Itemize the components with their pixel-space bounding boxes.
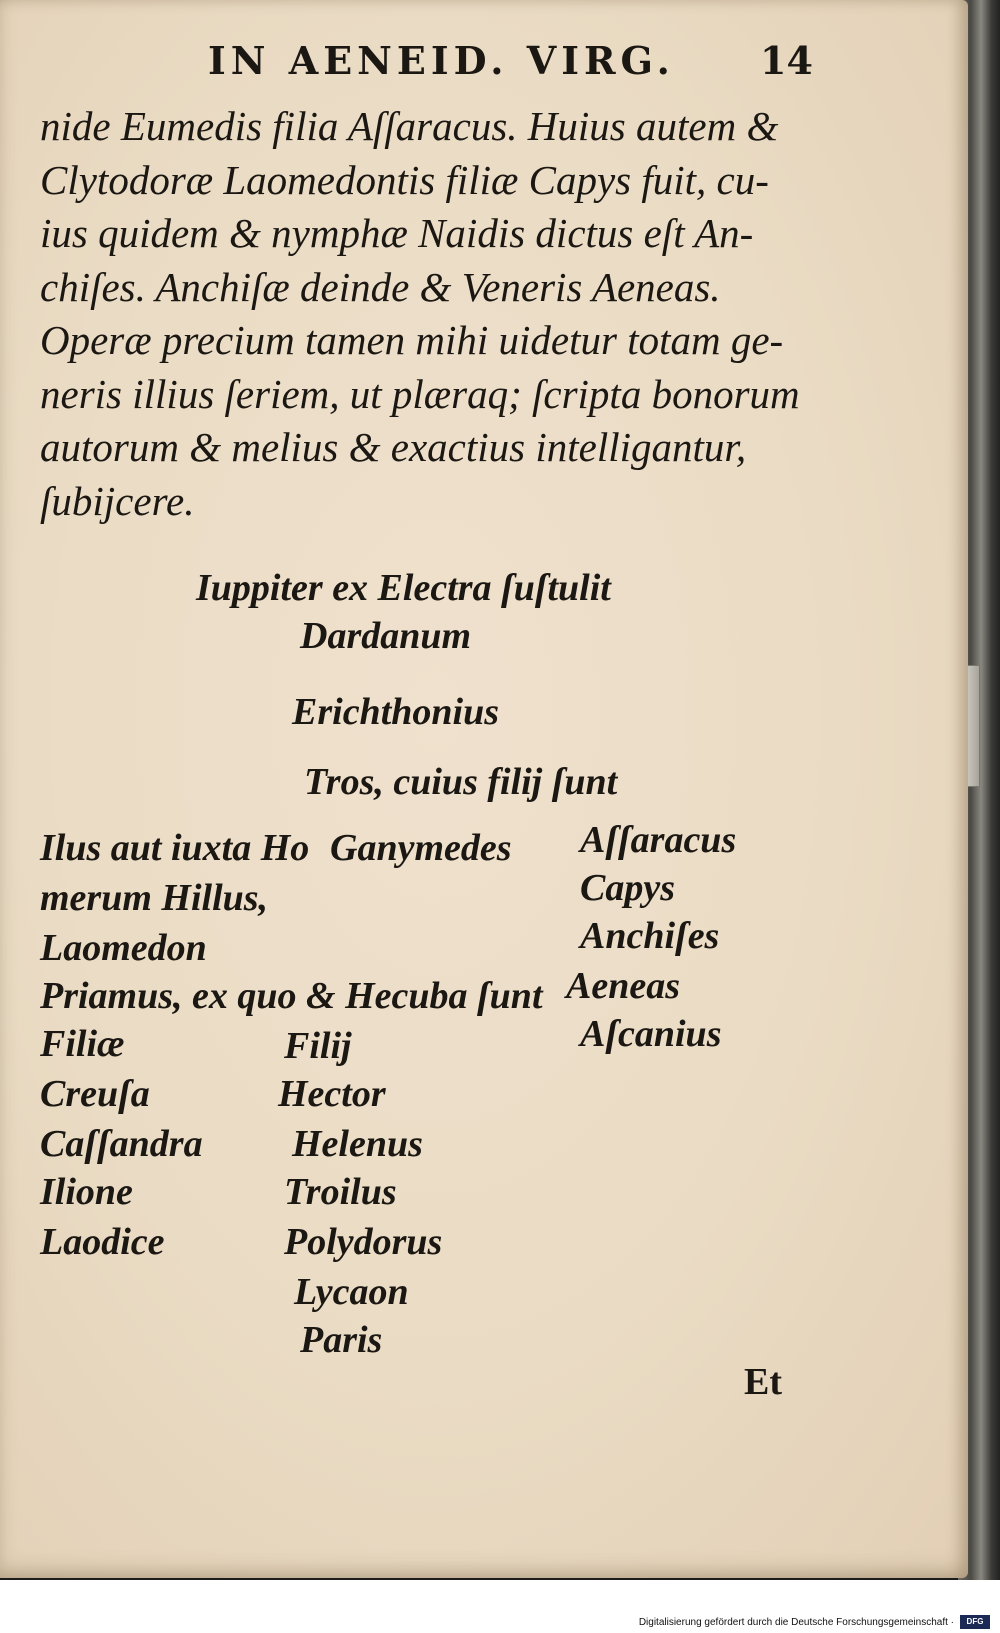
genealogy-jupiter: Iuppiter ex Electra ſuſtulit bbox=[196, 567, 611, 609]
genealogy-assaracus: Aſſaracus bbox=[580, 819, 737, 861]
genealogy-tros: Tros, cuius filij ſunt bbox=[304, 761, 618, 803]
text-line: ſubijcere. bbox=[40, 477, 195, 524]
genealogy-son: Polydorus bbox=[284, 1221, 443, 1263]
genealogy-laomedon: Laomedon bbox=[40, 927, 207, 969]
genealogy-ascanius: Aſcanius bbox=[580, 1013, 722, 1055]
genealogy-ilus: Ilus aut iuxta Ho bbox=[40, 827, 310, 869]
page-number: 14 bbox=[760, 38, 813, 83]
genealogy-daughter: Ilione bbox=[40, 1171, 133, 1213]
genealogy-daughter: Laodice bbox=[40, 1221, 165, 1263]
text-line: chiſes. Anchiſæ deinde & Veneris Aeneas. bbox=[40, 263, 721, 310]
genealogy-anchises: Anchiſes bbox=[580, 915, 720, 957]
text-line: Clytodoræ Laomedontis filiæ Capys fuit, cu- bbox=[40, 156, 769, 203]
genealogy-son: Paris bbox=[300, 1319, 383, 1361]
genealogy-daughter: Caſſandra bbox=[40, 1123, 203, 1165]
text-line: autorum & melius & exactius intelligantur, bbox=[40, 424, 747, 470]
text-line: nide Eumedis filia Aſſaracus. Huius autem & bbox=[40, 103, 779, 149]
genealogy-ganymedes: Ganymedes bbox=[330, 827, 512, 869]
text-line: ius quidem & nymphæ Naidis dictus eſt An- bbox=[40, 210, 754, 256]
genealogy-daughter: Creuſa bbox=[40, 1073, 150, 1115]
text-line: neris illius ſeriem, ut plæraq; ſcripta bonorum bbox=[40, 370, 800, 417]
dfg-logo-icon: DFG bbox=[960, 1615, 990, 1629]
genealogy-filii-label: Filij bbox=[284, 1025, 352, 1067]
genealogy-aeneas: Aeneas bbox=[566, 965, 680, 1007]
genealogy-capys: Capys bbox=[580, 867, 675, 909]
genealogy-ilus-cont: merum Hillus, bbox=[40, 877, 269, 919]
footer-credit: Digitalisierung gefördert durch die Deutsche Forschungsgemeinschaft · bbox=[638, 1617, 954, 1628]
catchword: Et bbox=[744, 1361, 782, 1403]
genealogy-son: Troilus bbox=[284, 1171, 397, 1213]
genealogy-son: Hector bbox=[278, 1073, 386, 1115]
genealogy-filiae-label: Filiæ bbox=[40, 1023, 125, 1065]
genealogy-priamus: Priamus, ex quo & Hecuba ſunt bbox=[40, 975, 543, 1017]
body-text bbox=[40, 100, 820, 528]
genealogy-son: Helenus bbox=[292, 1123, 423, 1165]
genealogy-son: Lycaon bbox=[294, 1271, 409, 1313]
genealogy-erichthonius: Erichthonius bbox=[292, 691, 499, 733]
text-line: Operæ precium tamen mihi uidetur totam ge- bbox=[40, 317, 784, 363]
genealogy-dardanus: Dardanum bbox=[300, 615, 472, 657]
running-head: IN AENEID. VIRG. bbox=[208, 38, 675, 83]
